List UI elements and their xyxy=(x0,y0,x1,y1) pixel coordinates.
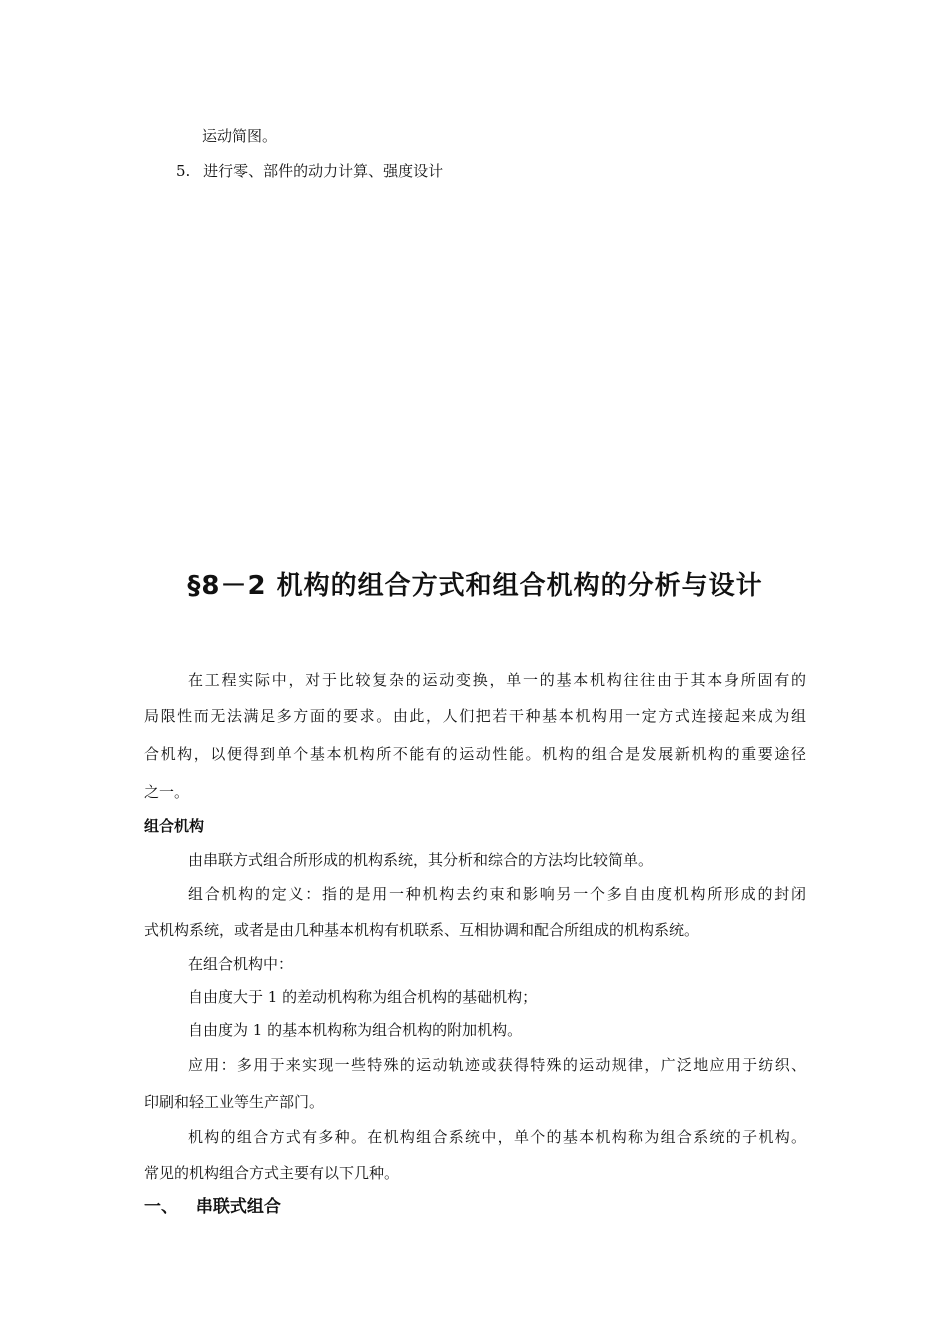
application-line-2: 印刷和轻工业等生产部门。 xyxy=(144,1093,325,1111)
list-text: 进行零、部件的动力计算、强度设计 xyxy=(203,162,444,180)
dof-gt1-line: 自由度大于 1 的差动机构称为组合机构的基础机构； xyxy=(188,988,538,1006)
intro-line-1: 在工程实际中，对于比较复杂的运动变换，单一的基本机构往往由于其本身所固有的 xyxy=(188,671,806,689)
continued-line: 运动简图。 xyxy=(202,127,278,145)
application-line-1: 应用：多用于来实现一些特殊的运动轨迹或获得特殊的运动规律，广泛地应用于纺织、 xyxy=(188,1056,806,1074)
in-combo-line: 在组合机构中： xyxy=(188,955,294,973)
list-item-5 xyxy=(176,161,443,181)
section-title: §8－2 机构的组合方式和组合机构的分析与设计 xyxy=(187,571,763,601)
intro-line-3: 合机构，以便得到单个基本机构所不能有的运动性能。机构的组合是发展新机构的重要途径 xyxy=(144,745,806,763)
subheading-combo: 组合机构 xyxy=(144,817,205,835)
definition-line-2: 式机构系统，或者是由几种基本机构有机联系、互相协调和配合所组成的机构系统。 xyxy=(144,921,700,939)
section-label: 串联式组合 xyxy=(195,1197,281,1217)
section-number: 一、 xyxy=(144,1197,178,1217)
section-heading-1 xyxy=(144,1197,281,1217)
dof-1-line: 自由度为 1 的基本机构称为组合机构的附加机构。 xyxy=(188,1021,523,1039)
combination-ways-line-2: 常见的机构组合方式主要有以下几种。 xyxy=(144,1164,400,1182)
intro-line-2: 局限性而无法满足多方面的要求。由此，人们把若干种基本机构用一定方式连接起来成为组 xyxy=(144,707,806,725)
combo-p1: 由串联方式组合所形成的机构系统，其分析和综合的方法均比较简单。 xyxy=(188,851,654,869)
intro-line-4: 之一。 xyxy=(144,783,190,801)
definition-line-1: 组合机构的定义：指的是用一种机构去约束和影响另一个多自由度机构所形成的封闭 xyxy=(188,885,806,903)
list-number: 5. xyxy=(176,162,191,180)
combination-ways-line-1: 机构的组合方式有多种。在机构组合系统中，单个的基本机构称为组合系统的子机构。 xyxy=(188,1128,806,1146)
